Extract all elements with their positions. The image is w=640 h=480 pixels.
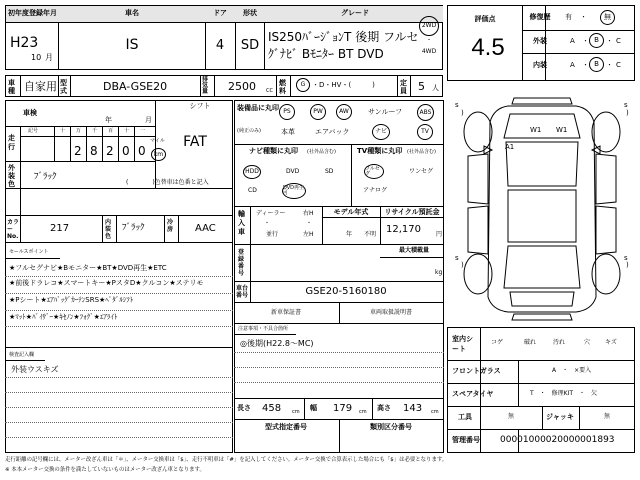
ac-label: 冷房 xyxy=(167,219,174,233)
width-label: 幅 xyxy=(310,404,317,412)
car-use: 自家用 xyxy=(24,80,57,93)
grade-line2: ｸﾞﾅﾋﾞ Bﾓﾆﾀｰ BT DVD xyxy=(268,47,384,61)
equip-tv-circle: TV xyxy=(417,124,433,140)
door-label: ドア xyxy=(213,9,227,17)
tv-oneseg: ワンセグ xyxy=(409,168,434,175)
doors: 4 xyxy=(215,38,225,53)
cc-unit: CC xyxy=(266,88,273,94)
diagram-close-br: ) xyxy=(626,261,629,269)
diagram-a1: A1 xyxy=(505,143,515,151)
windshield-label: フロントガラス xyxy=(452,367,501,375)
displacement: 2500 xyxy=(228,80,256,93)
class-no-label: 類別区分番号 xyxy=(370,423,412,431)
reg-month: 10 xyxy=(31,53,42,62)
chassis-no: GSE20-5160180 xyxy=(305,286,387,297)
equip-pw-circle: PW xyxy=(310,104,326,120)
equip-ps-circle: PS xyxy=(279,104,295,120)
mileage-unit-sen: 千 xyxy=(92,128,98,134)
owner-manual: 車両取扱説明書 xyxy=(369,309,413,316)
navi-label: ナビ種類に丸印 xyxy=(249,147,298,155)
mileage-digit-2: 8 xyxy=(90,144,98,158)
exterior-color: ﾌﾞﾗｯｸ xyxy=(34,172,57,182)
length-unit: cm xyxy=(292,409,300,415)
import-dot: ・ xyxy=(264,220,271,227)
seat-stain: 汚れ xyxy=(553,339,566,346)
sales-line-2: ★前後ドラレコ★スマートキー★PスタD★クルコン★ステリモ xyxy=(9,279,204,287)
seat-label: 室内シート xyxy=(452,335,473,353)
exterior-label: 外装 xyxy=(533,37,547,45)
score-label: 評価点 xyxy=(474,15,496,23)
fuel-label: 燃料 xyxy=(279,79,286,95)
import-label: 輸入車 xyxy=(238,210,245,236)
import-parallel: 並行 xyxy=(266,231,279,238)
navi-dvd-play-circle: DVD再生可 xyxy=(282,183,306,199)
equip-sunroof: サンルーフ xyxy=(368,108,403,116)
footer-line-1: 走行距離の記号欄には、メーター改ざん車は「＊」、メーター交換車は「$」、走行不明車は「#」を記入してください。メーター交換で合算表示した場合にも「$」は必要となります。 xyxy=(5,457,448,463)
seats-label: 定員 xyxy=(400,79,407,95)
color-change-note: ( )色替車は色番と記入 xyxy=(126,179,209,186)
mgmt-no: 00001000020000001893 xyxy=(500,435,615,445)
equip-aw-circle: AW xyxy=(336,104,352,120)
recycle-label: リサイクル預託金 xyxy=(384,208,440,216)
score: 4.5 xyxy=(471,34,505,61)
width-unit: cm xyxy=(359,409,367,415)
car-name: IS xyxy=(125,37,139,53)
tools-value: 無 xyxy=(508,413,515,420)
seats: 5 xyxy=(418,80,425,93)
inspector-label: 検査記入欄 xyxy=(9,352,35,358)
spare-tire-label: スペアタイヤ xyxy=(452,390,494,398)
model-year-year: 年 xyxy=(346,231,353,238)
reg-month-unit: 月 xyxy=(45,53,53,62)
car-damage-diagram xyxy=(448,92,636,324)
diagram-s-br: s xyxy=(624,254,628,262)
shape: SD xyxy=(240,38,260,53)
interior-label: 内装 xyxy=(533,61,547,69)
new-car-warranty: 新車保証書 xyxy=(270,309,302,316)
ac: AAC xyxy=(195,223,216,234)
mileage-unit-10man: 十 xyxy=(60,128,66,134)
mileage-unit-ichi: 一 xyxy=(140,128,146,134)
mileage-digit-1: 2 xyxy=(74,144,82,158)
width: 179 xyxy=(333,403,353,414)
tv-label: TV種類に丸印 xyxy=(357,147,403,155)
sales-points-label: セールスポイント xyxy=(9,249,49,255)
import-right: 右H xyxy=(303,210,314,217)
ext-rank-b-circle: B xyxy=(589,33,604,48)
mileage-label: 走行 xyxy=(8,134,15,151)
jack-label: ジャッキ xyxy=(546,413,574,421)
repair-yes: 有 xyxy=(565,13,572,21)
seat-burn: コゲ xyxy=(491,339,504,346)
shift: FAT xyxy=(183,134,207,150)
height: 143 xyxy=(403,403,423,414)
car-type-label: 車種 xyxy=(8,79,15,95)
equip-airbag: エアバック xyxy=(315,128,350,136)
height-unit: cm xyxy=(431,409,439,415)
mileage-unit-man: 万 xyxy=(76,128,82,134)
mileage-digit-4: 0 xyxy=(122,144,130,158)
model-label: 型式 xyxy=(60,79,67,95)
tv-sub: (社外品含む) xyxy=(407,149,436,155)
diagram-close-tr: ) xyxy=(626,109,629,117)
int-rank-b-circle: B xyxy=(589,57,604,72)
reg-no-label: 登録番号 xyxy=(238,249,245,277)
inspection-year: 年 xyxy=(105,116,112,124)
int-rank-a: A xyxy=(570,61,575,69)
navi-hdd-circle: HDD xyxy=(243,165,261,179)
length: 458 xyxy=(262,403,282,414)
inspection-month: 月 xyxy=(145,116,152,124)
reg-year-label: 初年度登録年月 xyxy=(8,9,57,17)
tv-fullseg-circle: フルセグ xyxy=(364,164,384,179)
inspector-text: 外装ウスキズ xyxy=(11,365,59,374)
shift-label: シフト xyxy=(189,102,211,110)
equipment-sub: (純正のみ) xyxy=(237,128,261,134)
int-rank-c: C xyxy=(616,61,621,69)
seat-tear: 破れ xyxy=(524,339,537,346)
drive-2wd-circle: 2WD xyxy=(419,16,439,36)
max-load-label: 最大積載量 xyxy=(398,247,430,254)
equip-navi-circle: ナビ xyxy=(372,124,390,140)
color-no: 217 xyxy=(50,223,70,234)
fuel-options: ・D・HV・( ) xyxy=(312,81,375,89)
ext-rank-c: C xyxy=(616,37,621,45)
length-label: 長さ xyxy=(237,404,251,412)
navi-sd: SD xyxy=(325,168,334,175)
recycle-value: 12,170 xyxy=(386,224,421,235)
height-label: 高さ xyxy=(377,404,391,412)
tv-analog: アナログ xyxy=(363,187,388,194)
equip-leather: 本革 xyxy=(281,128,295,136)
ext-rank-a: A xyxy=(570,37,575,45)
tools-label: 工具 xyxy=(458,413,472,421)
mgmt-label: 管理番号 xyxy=(452,436,480,444)
sales-line-4: ★ﾏｯﾄ★ﾊﾞｲｻﾞｰ★ｷｾﾉﾝ★ﾌｫｸﾞ★ｴｱﾗｲﾄ xyxy=(9,313,118,321)
notes-label: 注意事項・不具合箇所 xyxy=(238,326,289,332)
displacement-label: 排気量 xyxy=(202,76,209,95)
mileage-digit-3: 2 xyxy=(106,144,114,158)
inspection-label: 車検 xyxy=(23,109,37,117)
model-year-label: モデル年式 xyxy=(333,208,369,216)
jack-value: 無 xyxy=(604,413,611,420)
import-left: 左H xyxy=(303,231,314,238)
mileage-unit-juu: 十 xyxy=(124,128,130,134)
color-label: 外装色 xyxy=(8,164,15,188)
diagram-w1-side: W1 xyxy=(556,126,568,134)
seat-hole: 穴 xyxy=(584,339,591,346)
drive-dot: ・ xyxy=(425,37,433,44)
model: DBA-GSE20 xyxy=(103,80,168,93)
equip-abs-circle: ABS xyxy=(417,104,434,121)
reg-year: H23 xyxy=(10,35,39,51)
car-name-label: 車名 xyxy=(125,9,139,17)
diagram-close-tl: ) xyxy=(461,109,464,117)
mileage-km-circle: km xyxy=(151,148,166,161)
diagram-s-tr: s xyxy=(624,101,628,109)
color-no-label: カラーNo. xyxy=(7,219,20,240)
import-dealer: ディーラー xyxy=(256,210,286,217)
navi-dvd: DVD xyxy=(286,168,300,175)
sales-line-1: ★フルセグナビ★Bモニター★BT★DVD再生★ETC xyxy=(9,264,167,272)
mileage-digit-5: 0 xyxy=(138,144,146,158)
grade-line1: IS250ﾊﾞｰｼﾞｮﾝT 後期 フルセ xyxy=(268,30,419,44)
model-year-unknown: 不明 xyxy=(364,231,377,238)
int-color-label: 内装色 xyxy=(105,219,112,240)
fuel-gas-circle: G xyxy=(296,78,310,92)
chassis-label: 車台番号 xyxy=(236,285,249,299)
drive-4wd: 4WD xyxy=(421,48,437,55)
footer-line-2: ※ 本本メーター交換の条件を満たしていないものはメーター改ざん車となります。 xyxy=(5,467,205,473)
navi-sub: (社外品含む) xyxy=(307,149,336,155)
equipment-label: 装備品に丸印 xyxy=(237,104,279,112)
diagram-s-tl: s xyxy=(455,101,459,109)
seat-scratch: キズ xyxy=(605,339,617,346)
spare-tire-value: T ・ 修理KIT ・ 欠 xyxy=(530,390,598,397)
navi-cd: CD xyxy=(248,187,257,194)
import-dot-2: ・ xyxy=(306,220,313,227)
diagram-w1-front: W1 xyxy=(530,126,542,134)
notes-text: ◎後期(H22.8〜MC) xyxy=(240,339,314,348)
shape-label: 形状 xyxy=(243,9,257,17)
diagram-s-bl: s xyxy=(455,254,459,262)
grade-label: グレード xyxy=(341,9,369,17)
recycle-unit: 円 xyxy=(436,231,443,238)
diagram-close-bl: ) xyxy=(461,261,464,269)
mileage-unit-mark: 記号 xyxy=(28,128,39,134)
repair-none-circle: 無 xyxy=(600,10,615,25)
sales-line-3: ★Pシート★ｴｱﾊﾞｯｸﾞｶｰﾃﾝSRS★ﾍﾟﾀﾞﾙｼﾌﾄ xyxy=(9,296,134,304)
mileage-mile: マイル xyxy=(150,138,165,144)
windshield-value: A ・ ×要入 xyxy=(552,367,592,374)
repair-label: 修復歴 xyxy=(529,13,551,21)
type-spec-label: 型式指定番号 xyxy=(265,423,307,431)
mileage-unit-hyaku: 百 xyxy=(108,128,114,134)
int-color: ﾌﾞﾗｯｸ xyxy=(122,223,145,233)
max-load-unit: kg xyxy=(435,269,443,276)
seats-unit: 人 xyxy=(432,84,439,92)
